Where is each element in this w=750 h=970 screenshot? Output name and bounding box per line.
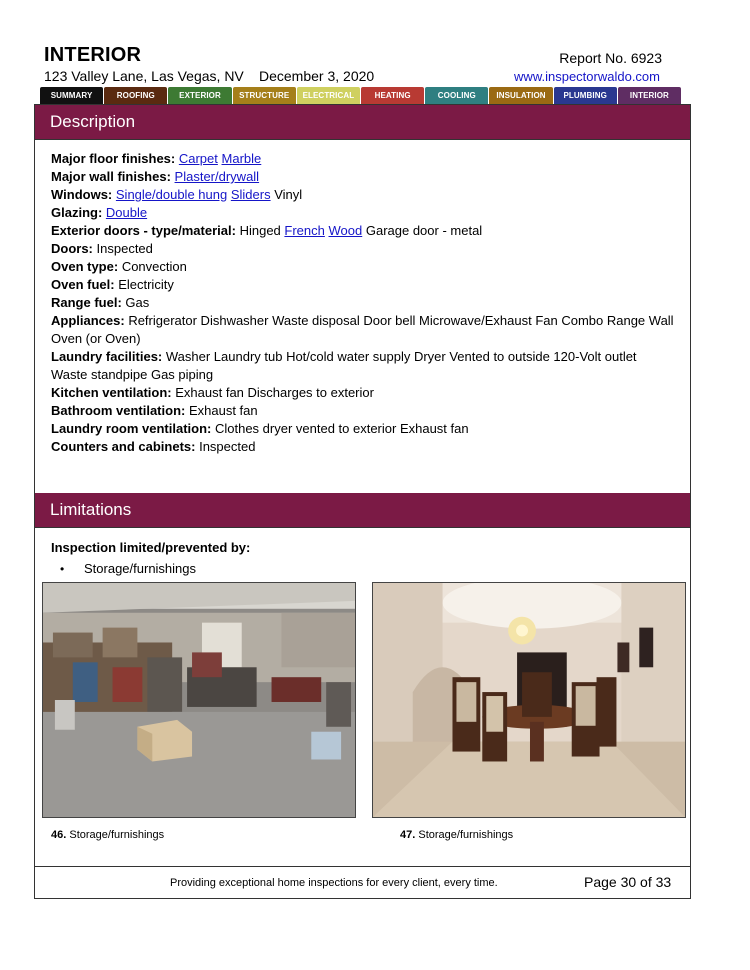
glossary-link[interactable]: Sliders (230, 187, 271, 202)
glossary-link[interactable]: Double (105, 205, 148, 220)
limitation-item: • Storage/furnishings (60, 560, 196, 578)
description-item (51, 240, 676, 258)
tab-structure[interactable]: STRUCTURE (233, 87, 296, 104)
field-label: Major floor finishes: (51, 151, 176, 166)
field-value: Garage door - metal (365, 223, 483, 238)
field-label: Kitchen ventilation: (51, 385, 172, 400)
footer-tagline: Providing exceptional home inspections for every client, every time. (170, 877, 498, 889)
field-label: Glazing: (51, 205, 103, 220)
divider (35, 139, 690, 140)
field-value: Vinyl (274, 187, 303, 202)
glossary-link[interactable]: Single/double hung (115, 187, 228, 202)
section-tabs (40, 87, 681, 104)
field-value: Hinged (239, 223, 281, 238)
limitations-heading: Limitations (35, 493, 690, 527)
description-item (51, 420, 676, 438)
limitations-list (60, 560, 196, 578)
field-value: Inspected (199, 439, 256, 454)
footer-divider (35, 866, 690, 867)
description-item (51, 222, 676, 240)
tab-insulation[interactable]: INSULATION (489, 87, 552, 104)
report-number: Report No. 6923 (559, 50, 662, 66)
field-label: Windows: (51, 187, 113, 202)
field-label: Range fuel: (51, 295, 122, 310)
photo-caption: 46. Storage/furnishings (51, 829, 165, 841)
description-item (51, 258, 676, 276)
tab-roofing[interactable]: ROOFING (104, 87, 167, 104)
description-item (51, 438, 676, 456)
glossary-link[interactable]: Marble (221, 151, 262, 166)
inspection-date: December 3, 2020 (259, 68, 375, 84)
tab-summary[interactable]: SUMMARY (40, 87, 103, 104)
description-list (51, 150, 676, 456)
field-label: Doors: (51, 241, 93, 256)
description-item (51, 384, 676, 402)
field-label: Appliances: (51, 313, 125, 328)
glossary-link[interactable]: Carpet (178, 151, 218, 166)
field-label: Major wall finishes: (51, 169, 171, 184)
field-label: Oven fuel: (51, 277, 115, 292)
glossary-link[interactable]: Wood (328, 223, 363, 238)
tab-plumbing[interactable]: PLUMBING (554, 87, 617, 104)
tab-electrical[interactable]: ELECTRICAL (297, 87, 360, 104)
field-label: Bathroom ventilation: (51, 403, 186, 418)
divider (35, 527, 690, 528)
field-label: Counters and cabinets: (51, 439, 196, 454)
description-item (51, 204, 676, 222)
field-value: Gas (125, 295, 150, 310)
field-value: Inspected (96, 241, 153, 256)
page-number: Page 30 of 33 (584, 874, 672, 890)
garage-storage-photo (42, 582, 356, 818)
glossary-link[interactable]: French (284, 223, 325, 238)
description-item (51, 168, 676, 186)
description-item (51, 186, 676, 204)
description-item (51, 276, 676, 294)
field-value: Clothes dryer vented to exterior Exhaust fan (214, 421, 469, 436)
limitations-subheading: Inspection limited/prevented by: (51, 540, 251, 555)
tab-exterior[interactable]: EXTERIOR (168, 87, 231, 104)
description-item (51, 402, 676, 420)
dining-room-photo (372, 582, 686, 818)
photo-caption: 47. Storage/furnishings (400, 829, 514, 841)
tab-heating[interactable]: HEATING (361, 87, 424, 104)
page-title: INTERIOR (44, 44, 142, 66)
website-link[interactable]: www.inspectorwaldo.com (514, 69, 660, 84)
tab-interior[interactable]: INTERIOR (618, 87, 681, 104)
description-item (51, 348, 676, 384)
description-item (51, 312, 676, 348)
field-value: Exhaust fan Discharges to exterior (175, 385, 374, 400)
field-value: Refrigerator Dishwasher Waste disposal Door bell Microwave/Exhaust Fan Combo Range Wall Oven (or Oven) (51, 313, 674, 346)
field-label: Oven type: (51, 259, 119, 274)
description-item (51, 150, 676, 168)
description-heading: Description (35, 105, 690, 139)
property-address: 123 Valley Lane, Las Vegas, NV (44, 68, 244, 84)
tab-cooling[interactable]: COOLING (425, 87, 488, 104)
field-value: Exhaust fan (188, 403, 258, 418)
field-value: Electricity (118, 277, 174, 292)
field-label: Exterior doors - type/material: (51, 223, 236, 238)
glossary-link[interactable]: Plaster/drywall (174, 169, 260, 184)
field-label: Laundry facilities: (51, 349, 163, 364)
field-value: Convection (121, 259, 187, 274)
description-item (51, 294, 676, 312)
field-label: Laundry room ventilation: (51, 421, 212, 436)
field-value: Washer Laundry tub Hot/cold water supply Dryer Vented to outside 120-Volt outlet Waste standpipe Gas piping (51, 349, 637, 382)
